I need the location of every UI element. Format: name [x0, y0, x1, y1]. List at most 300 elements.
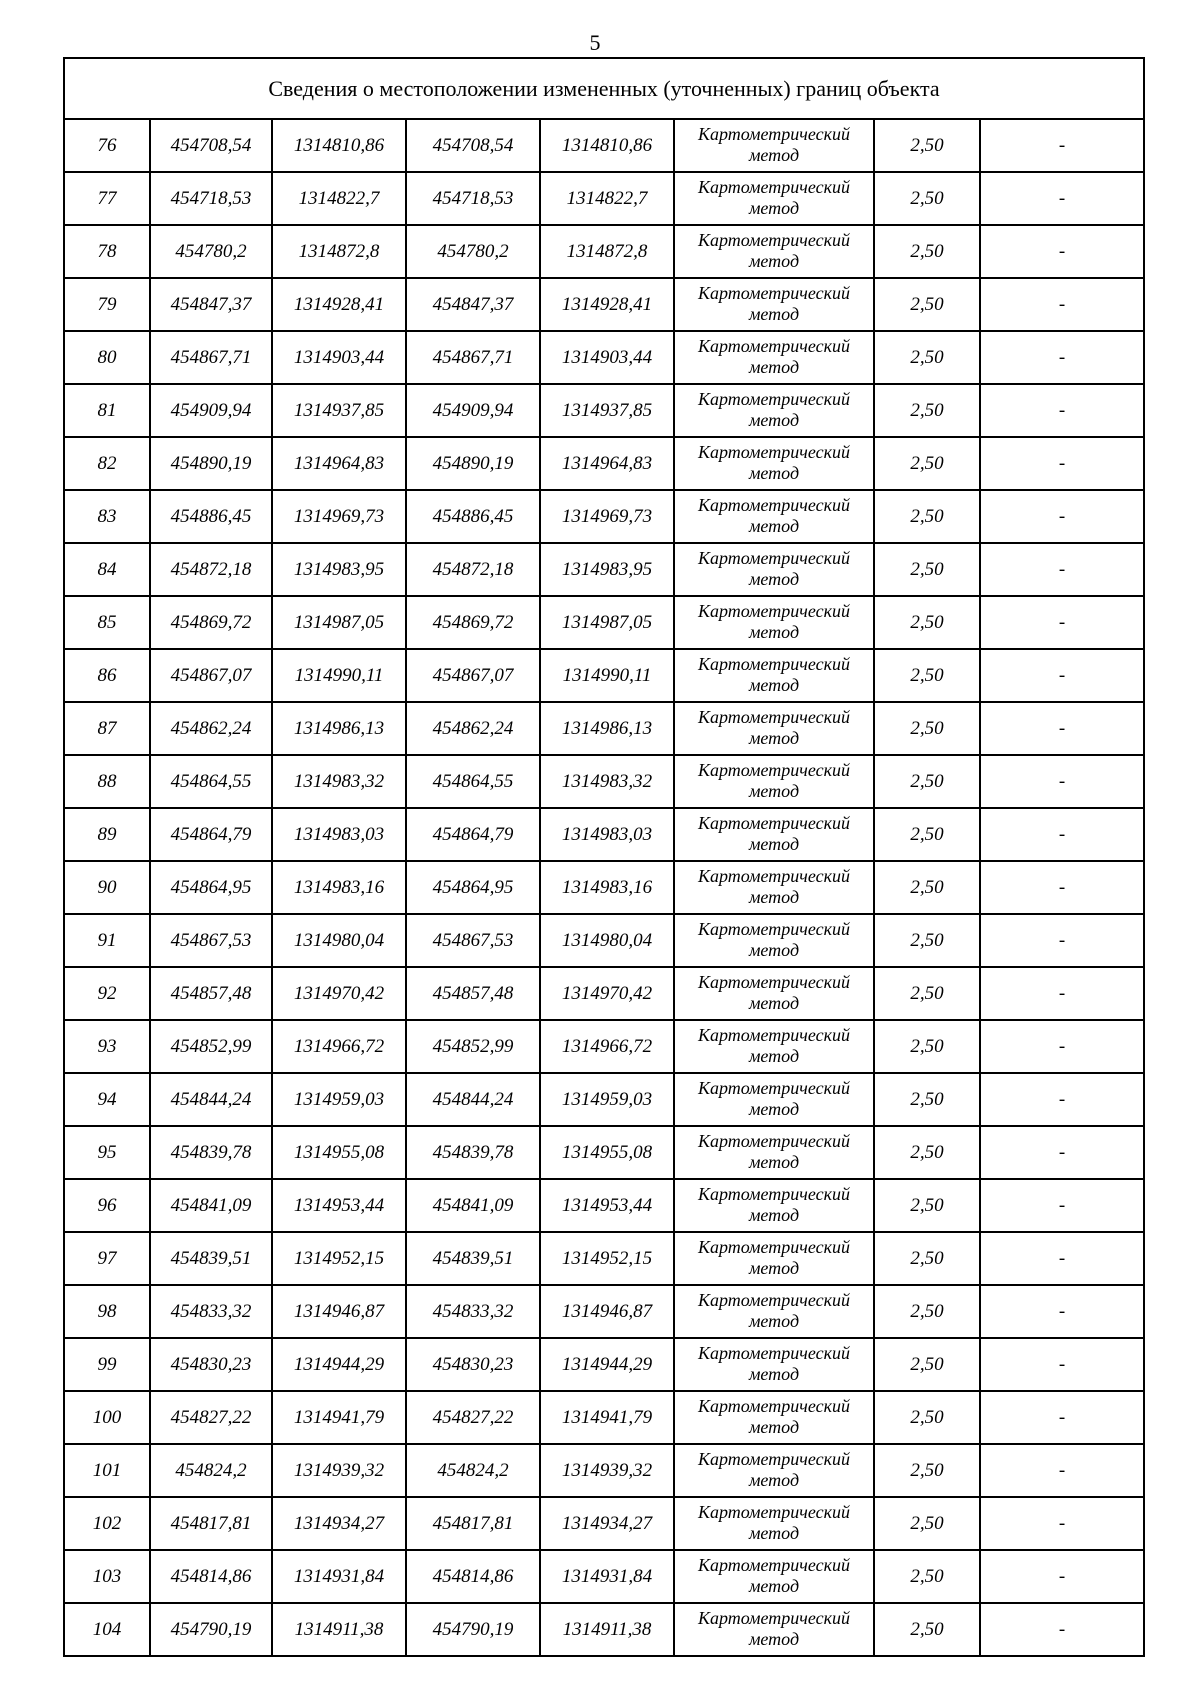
- method-line: метод: [748, 144, 800, 165]
- method-line: метод: [748, 1628, 800, 1649]
- method-line: Картометрический: [697, 759, 850, 780]
- table-row: [64, 1232, 1144, 1285]
- existing-y-cell: 1314928,41: [272, 278, 406, 331]
- table-row: [64, 1444, 1144, 1497]
- accuracy-cell: 2,50: [874, 967, 980, 1020]
- refined-x-cell: 454827,22: [406, 1391, 540, 1444]
- point-number-cell: 90: [64, 861, 150, 914]
- existing-y-cell: 1314822,7: [272, 172, 406, 225]
- method-cell: [674, 1126, 874, 1179]
- method-line: метод: [748, 833, 800, 854]
- note-cell: -: [980, 172, 1144, 225]
- point-number-cell: 79: [64, 278, 150, 331]
- refined-x-cell: 454844,24: [406, 1073, 540, 1126]
- refined-x-cell: 454839,78: [406, 1126, 540, 1179]
- refined-y-cell: 1314983,32: [540, 755, 674, 808]
- method-cell: [674, 1179, 874, 1232]
- point-number-cell: 83: [64, 490, 150, 543]
- method-line: метод: [748, 1257, 800, 1278]
- point-number-cell: 80: [64, 331, 150, 384]
- table-row: [64, 1338, 1144, 1391]
- refined-x-cell: 454909,94: [406, 384, 540, 437]
- refined-x-cell: 454824,2: [406, 1444, 540, 1497]
- method-cell: [674, 1550, 874, 1603]
- existing-y-cell: 1314983,32: [272, 755, 406, 808]
- refined-y-cell: 1314970,42: [540, 967, 674, 1020]
- accuracy-cell: 2,50: [874, 1338, 980, 1391]
- note-cell: -: [980, 861, 1144, 914]
- method-line: Картометрический: [697, 123, 850, 144]
- accuracy-cell: 2,50: [874, 384, 980, 437]
- existing-x-cell: 454839,78: [150, 1126, 272, 1179]
- accuracy-cell: 2,50: [874, 861, 980, 914]
- refined-x-cell: 454886,45: [406, 490, 540, 543]
- method-cell: [674, 914, 874, 967]
- method-cell: [674, 490, 874, 543]
- refined-x-cell: 454862,24: [406, 702, 540, 755]
- method-cell: [674, 1285, 874, 1338]
- refined-y-cell: 1314937,85: [540, 384, 674, 437]
- note-cell: -: [980, 119, 1144, 172]
- note-cell: -: [980, 967, 1144, 1020]
- accuracy-cell: 2,50: [874, 437, 980, 490]
- point-number-cell: 98: [64, 1285, 150, 1338]
- method-cell: [674, 119, 874, 172]
- refined-y-cell: 1314939,32: [540, 1444, 674, 1497]
- accuracy-cell: 2,50: [874, 1020, 980, 1073]
- refined-x-cell: 454830,23: [406, 1338, 540, 1391]
- refined-x-cell: 454852,99: [406, 1020, 540, 1073]
- method-cell: [674, 1603, 874, 1656]
- existing-x-cell: 454867,07: [150, 649, 272, 702]
- method-line: Картометрический: [697, 441, 850, 462]
- existing-y-cell: 1314939,32: [272, 1444, 406, 1497]
- refined-y-cell: 1314934,27: [540, 1497, 674, 1550]
- accuracy-cell: 2,50: [874, 119, 980, 172]
- method-line: Картометрический: [697, 1289, 850, 1310]
- note-cell: -: [980, 1020, 1144, 1073]
- table-row: [64, 755, 1144, 808]
- table-row: [64, 1126, 1144, 1179]
- table-row: [64, 914, 1144, 967]
- existing-x-cell: 454864,95: [150, 861, 272, 914]
- refined-x-cell: 454841,09: [406, 1179, 540, 1232]
- existing-x-cell: 454867,53: [150, 914, 272, 967]
- refined-x-cell: 454869,72: [406, 596, 540, 649]
- existing-y-cell: 1314934,27: [272, 1497, 406, 1550]
- note-cell: -: [980, 1232, 1144, 1285]
- existing-y-cell: 1314986,13: [272, 702, 406, 755]
- method-cell: [674, 1020, 874, 1073]
- point-number-cell: 91: [64, 914, 150, 967]
- existing-x-cell: 454839,51: [150, 1232, 272, 1285]
- method-line: метод: [748, 780, 800, 801]
- refined-x-cell: 454890,19: [406, 437, 540, 490]
- table-row: [64, 278, 1144, 331]
- method-line: метод: [748, 1045, 800, 1066]
- method-line: Картометрический: [697, 176, 850, 197]
- refined-x-cell: 454847,37: [406, 278, 540, 331]
- table-row: [64, 1285, 1144, 1338]
- page-number: 5: [589, 30, 601, 55]
- method-cell: [674, 808, 874, 861]
- point-number-cell: 76: [64, 119, 150, 172]
- refined-y-cell: 1314980,04: [540, 914, 674, 967]
- accuracy-cell: 2,50: [874, 808, 980, 861]
- method-cell: [674, 702, 874, 755]
- method-line: Картометрический: [697, 1342, 850, 1363]
- table-row: [64, 172, 1144, 225]
- method-line: метод: [748, 1098, 800, 1119]
- refined-x-cell: 454867,07: [406, 649, 540, 702]
- point-number-cell: 82: [64, 437, 150, 490]
- table-row: [64, 1603, 1144, 1656]
- method-line: Картометрический: [697, 1130, 850, 1151]
- note-cell: -: [980, 1338, 1144, 1391]
- method-cell: [674, 543, 874, 596]
- accuracy-cell: 2,50: [874, 172, 980, 225]
- point-number-cell: 95: [64, 1126, 150, 1179]
- accuracy-cell: 2,50: [874, 1285, 980, 1338]
- method-cell: [674, 649, 874, 702]
- note-cell: -: [980, 490, 1144, 543]
- existing-y-cell: 1314987,05: [272, 596, 406, 649]
- table-row: [64, 967, 1144, 1020]
- accuracy-cell: 2,50: [874, 1550, 980, 1603]
- table-row: [64, 225, 1144, 278]
- accuracy-cell: 2,50: [874, 1603, 980, 1656]
- note-cell: -: [980, 914, 1144, 967]
- method-line: метод: [748, 727, 800, 748]
- method-cell: [674, 755, 874, 808]
- refined-y-cell: 1314810,86: [540, 119, 674, 172]
- method-line: метод: [748, 1204, 800, 1225]
- existing-x-cell: 454844,24: [150, 1073, 272, 1126]
- table-row: [64, 384, 1144, 437]
- existing-x-cell: 454847,37: [150, 278, 272, 331]
- method-cell: [674, 225, 874, 278]
- existing-y-cell: 1314931,84: [272, 1550, 406, 1603]
- refined-x-cell: 454872,18: [406, 543, 540, 596]
- refined-y-cell: 1314983,16: [540, 861, 674, 914]
- method-line: метод: [748, 992, 800, 1013]
- refined-x-cell: 454864,55: [406, 755, 540, 808]
- note-cell: -: [980, 702, 1144, 755]
- existing-y-cell: 1314969,73: [272, 490, 406, 543]
- method-line: Картометрический: [697, 1448, 850, 1469]
- note-cell: -: [980, 543, 1144, 596]
- table-title: Сведения о местоположении измененных (уточненных) границ объекта: [64, 58, 1144, 119]
- existing-y-cell: 1314983,16: [272, 861, 406, 914]
- existing-y-cell: 1314810,86: [272, 119, 406, 172]
- existing-y-cell: 1314966,72: [272, 1020, 406, 1073]
- table-row: [64, 1073, 1144, 1126]
- refined-x-cell: 454867,71: [406, 331, 540, 384]
- refined-x-cell: 454780,2: [406, 225, 540, 278]
- method-line: метод: [748, 515, 800, 536]
- method-line: метод: [748, 1522, 800, 1543]
- note-cell: -: [980, 1179, 1144, 1232]
- method-cell: [674, 331, 874, 384]
- existing-x-cell: 454862,24: [150, 702, 272, 755]
- existing-y-cell: 1314952,15: [272, 1232, 406, 1285]
- existing-y-cell: 1314964,83: [272, 437, 406, 490]
- method-cell: [674, 384, 874, 437]
- method-cell: [674, 596, 874, 649]
- existing-x-cell: 454814,86: [150, 1550, 272, 1603]
- point-number-cell: 84: [64, 543, 150, 596]
- method-line: Картометрический: [697, 494, 850, 515]
- point-number-cell: 101: [64, 1444, 150, 1497]
- existing-x-cell: 454852,99: [150, 1020, 272, 1073]
- refined-y-cell: 1314986,13: [540, 702, 674, 755]
- point-number-cell: 81: [64, 384, 150, 437]
- existing-y-cell: 1314911,38: [272, 1603, 406, 1656]
- table-row: [64, 119, 1144, 172]
- refined-y-cell: 1314990,11: [540, 649, 674, 702]
- point-number-cell: 93: [64, 1020, 150, 1073]
- note-cell: -: [980, 1126, 1144, 1179]
- existing-y-cell: 1314980,04: [272, 914, 406, 967]
- note-cell: -: [980, 225, 1144, 278]
- accuracy-cell: 2,50: [874, 225, 980, 278]
- note-cell: -: [980, 331, 1144, 384]
- point-number-cell: 94: [64, 1073, 150, 1126]
- existing-y-cell: 1314990,11: [272, 649, 406, 702]
- method-line: метод: [748, 1469, 800, 1490]
- note-cell: -: [980, 755, 1144, 808]
- table-row: [64, 1179, 1144, 1232]
- refined-x-cell: 454864,79: [406, 808, 540, 861]
- refined-y-cell: 1314931,84: [540, 1550, 674, 1603]
- existing-y-cell: 1314983,03: [272, 808, 406, 861]
- method-line: метод: [748, 886, 800, 907]
- note-cell: -: [980, 437, 1144, 490]
- method-line: метод: [748, 409, 800, 430]
- refined-x-cell: 454718,53: [406, 172, 540, 225]
- method-line: Картометрический: [697, 335, 850, 356]
- method-cell: [674, 1338, 874, 1391]
- table-row: [64, 702, 1144, 755]
- refined-y-cell: 1314952,15: [540, 1232, 674, 1285]
- refined-y-cell: 1314903,44: [540, 331, 674, 384]
- existing-x-cell: 454909,94: [150, 384, 272, 437]
- accuracy-cell: 2,50: [874, 1126, 980, 1179]
- note-cell: -: [980, 1285, 1144, 1338]
- refined-y-cell: 1314822,7: [540, 172, 674, 225]
- existing-y-cell: 1314959,03: [272, 1073, 406, 1126]
- refined-y-cell: 1314983,95: [540, 543, 674, 596]
- note-cell: -: [980, 1444, 1144, 1497]
- point-number-cell: 77: [64, 172, 150, 225]
- existing-x-cell: 454864,55: [150, 755, 272, 808]
- table-row: [64, 596, 1144, 649]
- existing-y-cell: 1314944,29: [272, 1338, 406, 1391]
- existing-x-cell: 454857,48: [150, 967, 272, 1020]
- accuracy-cell: 2,50: [874, 702, 980, 755]
- method-line: Картометрический: [697, 1554, 850, 1575]
- refined-y-cell: 1314964,83: [540, 437, 674, 490]
- existing-y-cell: 1314983,95: [272, 543, 406, 596]
- method-line: метод: [748, 621, 800, 642]
- accuracy-cell: 2,50: [874, 1444, 980, 1497]
- method-line: Картометрический: [697, 1607, 850, 1628]
- refined-x-cell: 454857,48: [406, 967, 540, 1020]
- method-cell: [674, 437, 874, 490]
- method-cell: [674, 861, 874, 914]
- refined-x-cell: 454839,51: [406, 1232, 540, 1285]
- existing-x-cell: 454841,09: [150, 1179, 272, 1232]
- method-cell: [674, 1497, 874, 1550]
- note-cell: -: [980, 1550, 1144, 1603]
- refined-y-cell: 1314946,87: [540, 1285, 674, 1338]
- accuracy-cell: 2,50: [874, 596, 980, 649]
- accuracy-cell: 2,50: [874, 649, 980, 702]
- existing-x-cell: 454718,53: [150, 172, 272, 225]
- point-number-cell: 92: [64, 967, 150, 1020]
- table-row: [64, 808, 1144, 861]
- refined-x-cell: 454817,81: [406, 1497, 540, 1550]
- accuracy-cell: 2,50: [874, 1391, 980, 1444]
- refined-y-cell: 1314955,08: [540, 1126, 674, 1179]
- existing-x-cell: 454869,72: [150, 596, 272, 649]
- accuracy-cell: 2,50: [874, 1497, 980, 1550]
- accuracy-cell: 2,50: [874, 1232, 980, 1285]
- method-line: Картометрический: [697, 1236, 850, 1257]
- method-line: метод: [748, 462, 800, 483]
- method-line: метод: [748, 250, 800, 271]
- method-line: метод: [748, 1310, 800, 1331]
- method-line: метод: [748, 1151, 800, 1172]
- existing-y-cell: 1314903,44: [272, 331, 406, 384]
- existing-x-cell: 454886,45: [150, 490, 272, 543]
- refined-y-cell: 1314983,03: [540, 808, 674, 861]
- method-line: Картометрический: [697, 1024, 850, 1045]
- point-number-cell: 103: [64, 1550, 150, 1603]
- method-line: Картометрический: [697, 653, 850, 674]
- method-line: метод: [748, 568, 800, 589]
- note-cell: -: [980, 1603, 1144, 1656]
- table-row: [64, 331, 1144, 384]
- accuracy-cell: 2,50: [874, 543, 980, 596]
- method-line: метод: [748, 939, 800, 960]
- existing-x-cell: 454830,23: [150, 1338, 272, 1391]
- note-cell: -: [980, 808, 1144, 861]
- point-number-cell: 87: [64, 702, 150, 755]
- table-row: [64, 490, 1144, 543]
- point-number-cell: 96: [64, 1179, 150, 1232]
- table-row: [64, 649, 1144, 702]
- existing-y-cell: 1314946,87: [272, 1285, 406, 1338]
- refined-y-cell: 1314987,05: [540, 596, 674, 649]
- method-line: Картометрический: [697, 812, 850, 833]
- accuracy-cell: 2,50: [874, 490, 980, 543]
- method-line: Картометрический: [697, 706, 850, 727]
- table-row: [64, 1497, 1144, 1550]
- accuracy-cell: 2,50: [874, 1179, 980, 1232]
- method-line: Картометрический: [697, 971, 850, 992]
- refined-y-cell: 1314944,29: [540, 1338, 674, 1391]
- boundary-coordinates-table: [63, 57, 1145, 1657]
- method-cell: [674, 1232, 874, 1285]
- existing-x-cell: 454867,71: [150, 331, 272, 384]
- accuracy-cell: 2,50: [874, 755, 980, 808]
- point-number-cell: 104: [64, 1603, 150, 1656]
- refined-x-cell: 454867,53: [406, 914, 540, 967]
- point-number-cell: 85: [64, 596, 150, 649]
- table-row: [64, 1391, 1144, 1444]
- refined-y-cell: 1314941,79: [540, 1391, 674, 1444]
- existing-y-cell: 1314955,08: [272, 1126, 406, 1179]
- refined-y-cell: 1314928,41: [540, 278, 674, 331]
- refined-x-cell: 454790,19: [406, 1603, 540, 1656]
- existing-x-cell: 454817,81: [150, 1497, 272, 1550]
- method-cell: [674, 967, 874, 1020]
- refined-x-cell: 454864,95: [406, 861, 540, 914]
- method-cell: [674, 278, 874, 331]
- refined-y-cell: 1314953,44: [540, 1179, 674, 1232]
- refined-x-cell: 454833,32: [406, 1285, 540, 1338]
- accuracy-cell: 2,50: [874, 1073, 980, 1126]
- existing-y-cell: 1314953,44: [272, 1179, 406, 1232]
- method-line: Картометрический: [697, 865, 850, 886]
- method-line: Картометрический: [697, 918, 850, 939]
- method-line: Картометрический: [697, 1501, 850, 1522]
- note-cell: -: [980, 1073, 1144, 1126]
- refined-x-cell: 454708,54: [406, 119, 540, 172]
- table-body: [64, 58, 1144, 1656]
- accuracy-cell: 2,50: [874, 278, 980, 331]
- method-cell: [674, 1073, 874, 1126]
- accuracy-cell: 2,50: [874, 331, 980, 384]
- table-row: [64, 437, 1144, 490]
- method-cell: [674, 1391, 874, 1444]
- existing-y-cell: 1314970,42: [272, 967, 406, 1020]
- existing-x-cell: 454833,32: [150, 1285, 272, 1338]
- existing-y-cell: 1314941,79: [272, 1391, 406, 1444]
- existing-x-cell: 454827,22: [150, 1391, 272, 1444]
- method-line: Картометрический: [697, 388, 850, 409]
- method-line: метод: [748, 1363, 800, 1384]
- existing-x-cell: 454872,18: [150, 543, 272, 596]
- table-row: [64, 1550, 1144, 1603]
- table-title-row: [64, 58, 1144, 119]
- method-line: Картометрический: [697, 547, 850, 568]
- method-cell: [674, 172, 874, 225]
- note-cell: -: [980, 384, 1144, 437]
- method-cell: [674, 1444, 874, 1497]
- note-cell: -: [980, 278, 1144, 331]
- point-number-cell: 97: [64, 1232, 150, 1285]
- point-number-cell: 102: [64, 1497, 150, 1550]
- existing-y-cell: 1314872,8: [272, 225, 406, 278]
- refined-y-cell: 1314966,72: [540, 1020, 674, 1073]
- refined-y-cell: 1314911,38: [540, 1603, 674, 1656]
- note-cell: -: [980, 1497, 1144, 1550]
- note-cell: -: [980, 649, 1144, 702]
- point-number-cell: 86: [64, 649, 150, 702]
- point-number-cell: 78: [64, 225, 150, 278]
- existing-x-cell: 454780,2: [150, 225, 272, 278]
- method-line: Картометрический: [697, 1183, 850, 1204]
- existing-y-cell: 1314937,85: [272, 384, 406, 437]
- method-line: метод: [748, 197, 800, 218]
- note-cell: -: [980, 596, 1144, 649]
- note-cell: -: [980, 1391, 1144, 1444]
- existing-x-cell: 454890,19: [150, 437, 272, 490]
- refined-y-cell: 1314969,73: [540, 490, 674, 543]
- method-line: Картометрический: [697, 1395, 850, 1416]
